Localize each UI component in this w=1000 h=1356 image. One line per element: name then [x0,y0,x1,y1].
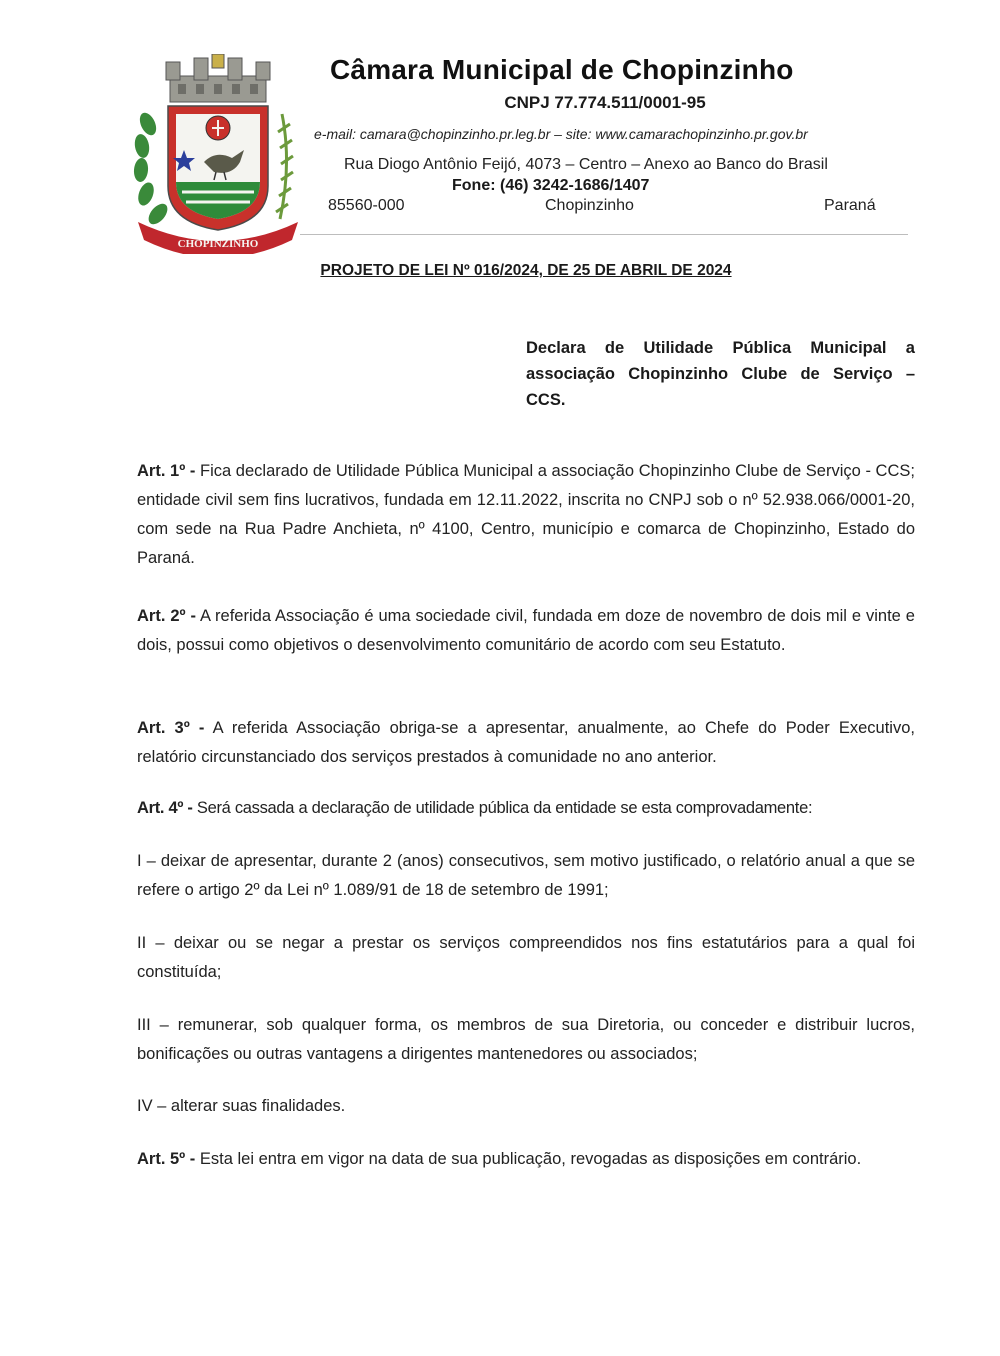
address-line: Rua Diogo Antônio Feijó, 4073 – Centro – Anexo ao Banco do Brasil [344,156,828,173]
institution-name: Câmara Municipal de Chopinzinho [330,54,794,85]
article-label: Art. 3º - [137,719,205,737]
article-label: Art. 2º - [137,607,196,625]
article-label: Art. 4º - [137,799,193,817]
article-label: Art. 5º - [137,1150,196,1168]
clause-item-iv: IV – alterar suas finalidades. [137,1097,346,1115]
bill-title: PROJETO DE LEI Nº 016/2024, DE 25 DE ABRIL DE 2024 [320,262,732,279]
header-divider [300,234,908,235]
article-label: Art. 1º - [137,462,196,480]
article-text: Será cassada a declaração de utilidade pública da entidade se esta comprovadamente: [196,799,813,817]
municipal-crest-icon [132,54,304,254]
state-name: Paraná [824,197,876,214]
clause-item-ii: II – deixar ou se negar a prestar os serviços compreendidos nos fins estatutários para a qual foi constituída; [137,934,915,981]
clause-item-iii: III – remunerar, sob qualquer forma, os membros de sua Diretoria, ou conceder e distribuir lucros, bonificações ou outras vantagens a dirigentes mantenedores ou associados; [137,1016,915,1063]
article-text: A referida Associação é uma sociedade civil, fundada em doze de novembro de dois mil e vinte e dois, possui como objetivos o desenvolvimento comunitário de acordo com seu Estatuto. [137,607,915,654]
article-3 [137,714,915,772]
phone-line: Fone: (46) 3242-1686/1407 [452,177,650,194]
article-text: Fica declarado de Utilidade Pública Municipal a associação Chopinzinho Clube de Serviço - CCS; entidade civil sem fins lucrativos, fundada em 12.11.2022, inscrita no CNPJ sob o nº 52.938.066/0001-20, com sede na Rua Padre Anchieta, nº 4100, Centro, município e comarca de Chopinzinho, Estado do Paraná. [137,462,915,567]
city-name: Chopinzinho [545,197,634,214]
article-1 [137,457,915,573]
postal-code: 85560-000 [328,197,405,214]
article-text: Esta lei entra em vigor na data de sua publicação, revogadas as disposições em contrário. [199,1150,862,1168]
contact-line: e-mail: camara@chopinzinho.pr.leg.br – site: www.camarachopinzinho.pr.gov.br [314,126,808,142]
article-text: A referida Associação obriga-se a apresentar, anualmente, ao Chefe do Poder Executivo, relatório circunstanciado dos serviços prestados à comunidade no ano anterior. [137,719,915,766]
article-2 [137,602,915,660]
article-4 [137,794,915,823]
institution-cnpj: CNPJ 77.774.511/0001-95 [504,93,706,112]
bill-summary: Declara de Utilidade Pública Municipal a associação Chopinzinho Clube de Serviço – CCS. [526,339,915,409]
article-5 [137,1145,915,1174]
crest-ribbon-text: CHOPINZINHO [177,238,259,250]
clause-item-i: I – deixar de apresentar, durante 2 (anos) consecutivos, sem motivo justificado, o relatório anual a que se refere o artigo 2º da Lei nº 1.089/91 de 18 de setembro de 1991; [137,852,915,899]
